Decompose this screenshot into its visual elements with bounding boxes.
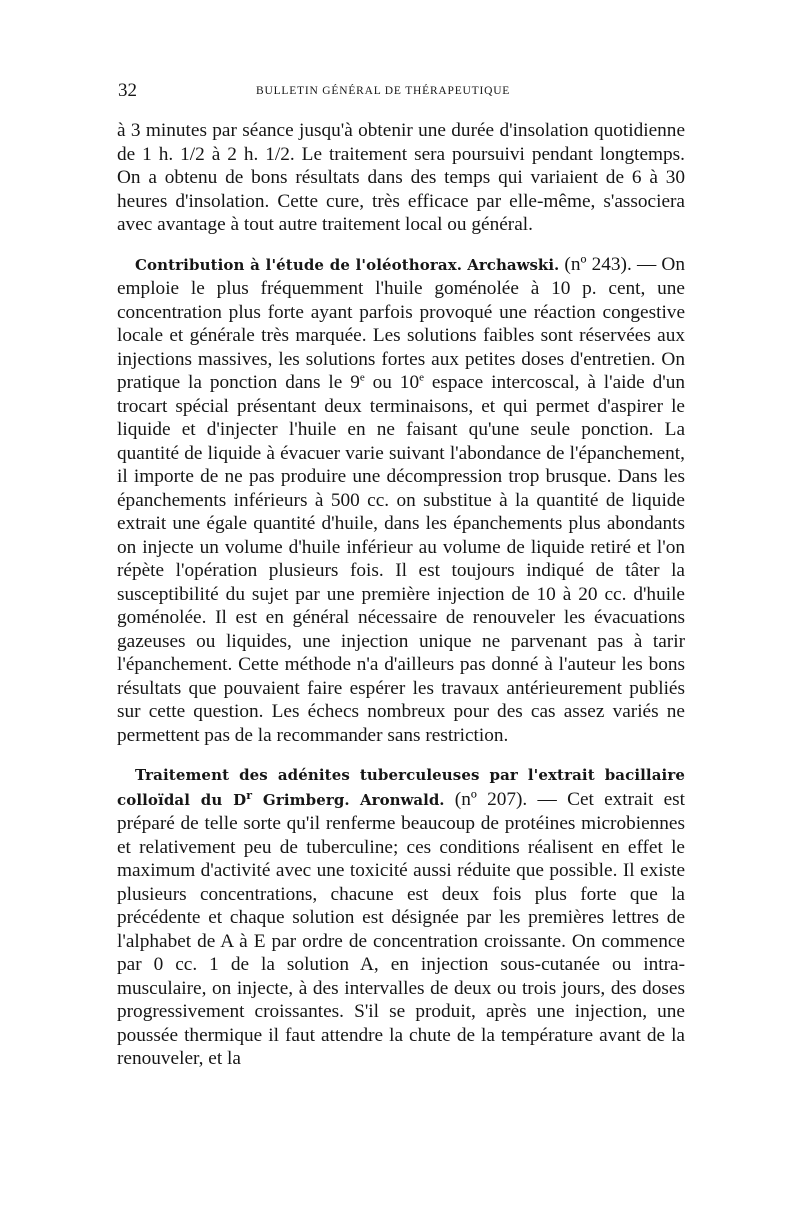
body-text (117, 119, 685, 1071)
article-title: Contribution à l'étude de l'oléothorax. (135, 255, 463, 274)
article-title-part: Traitement des adénites tuberculeuses par l'extrait bacillaire colloïdal du D (117, 766, 685, 809)
running-title: BULLETIN GÉNÉRAL DE THÉRAPEUTIQUE (256, 85, 511, 97)
ordinal-suffix: e (419, 371, 424, 384)
article-adenites (117, 763, 685, 1071)
article-oleothorax (117, 253, 685, 748)
article-body: Cet extrait est préparé de telle sorte qu'il renferme beaucoup de protéines microbiennes et relativement peu de tuberculine; ces conditions réalisent en effet le maximum d'activité avec une toxicité aussi réduite que possible. Il existe plusieurs concentrations, chacune est deux fois plus forte que la précédente et chaque solution est désignée par les premières lettres de l'alphabet de A à E par ordre de concentration croissante. On commence par 0 cc. 1 de la solution A, en injection sous-cutanée ou intra-musculaire, on injecte, à des intervalles de deux ou trois jours, des doses progressivement croissantes. S'il se produit, après une injection, une poussée thermique il faut attendre la chute de la température avant de la renouveler, et la (117, 788, 686, 1069)
article-dash: — (537, 788, 557, 810)
intro-paragraph: à 3 minutes par séance jusqu'à obtenir une durée d'insolation quotidienne de 1 h. 1/2 à 2 h. 1/2. Le traitement sera poursuivi pendant longtemps. On a obtenu de bons résultats dans des temps qui variaient de 6 à 30 heures d'insolation. Cette cure, très efficace par elle-même, s'associera avec avantage à tout autre traitement local ou général. (117, 120, 685, 235)
article-title-part: Grimberg. (252, 790, 350, 809)
page-number: 32 (118, 80, 137, 101)
title-superscript: r (246, 788, 253, 802)
article-author: Archawski. (467, 255, 560, 274)
article-body: espace intercoscal, à l'aide d'un trocart spécial présentant deux terminaisons, et qui permet d'aspirer le liquide et d'injecter l'huile en ne faisant qu'une seule ponction. La quantité de liquide à évacuer varie suivant l'abondance de l'épanchement, il importe de ne pas produire une décompression trop brusque. Dans les épanchements inférieurs à 500 cc. on substitue à la quantité de liquide extrait une égale quantité d'huile, dans les épanchements plus abondants on injecte un volume d'huile inférieur au volume de liquide retiré et l'on répète l'opération plusieurs fois. Il est toujours indiqué de tâter la susceptibilité du sujet par une première injection de 10 à 20 cc. d'huile goménolée. Il est en général nécessaire de renouveler les évacuations gazeuses ou liquides, une injection unique ne parvenant pas à tarir l'épanchement. Cette méthode n'a d'ailleurs pas donné à l'auteur les bons résultats que pouvaient faire espérer les travaux antérieurement publiés sur cette question. Les échecs nombreux pour des cas assez variés ne permettent pas de la recommander sans restriction. (117, 372, 685, 746)
article-reference: (nº 243). (564, 253, 632, 275)
article-author: Aronwald. (360, 790, 445, 809)
article-body: ou 10 (364, 372, 420, 393)
page-header (118, 80, 698, 104)
article-reference: (nº 207). (454, 788, 528, 810)
article-body: On emploie le plus fréquemment l'huile goménolée à 10 p. cent, une concentration plus forte ayant parfois provoqué une réaction congestive locale et générale très marquée. Les solutions faibles sont réservées aux injections massives, les solutions fortes aux petites doses d'entretien. On pratique la ponction dans le 9 (117, 253, 685, 393)
ordinal-suffix: e (359, 371, 365, 384)
article-dash: — (636, 253, 657, 275)
